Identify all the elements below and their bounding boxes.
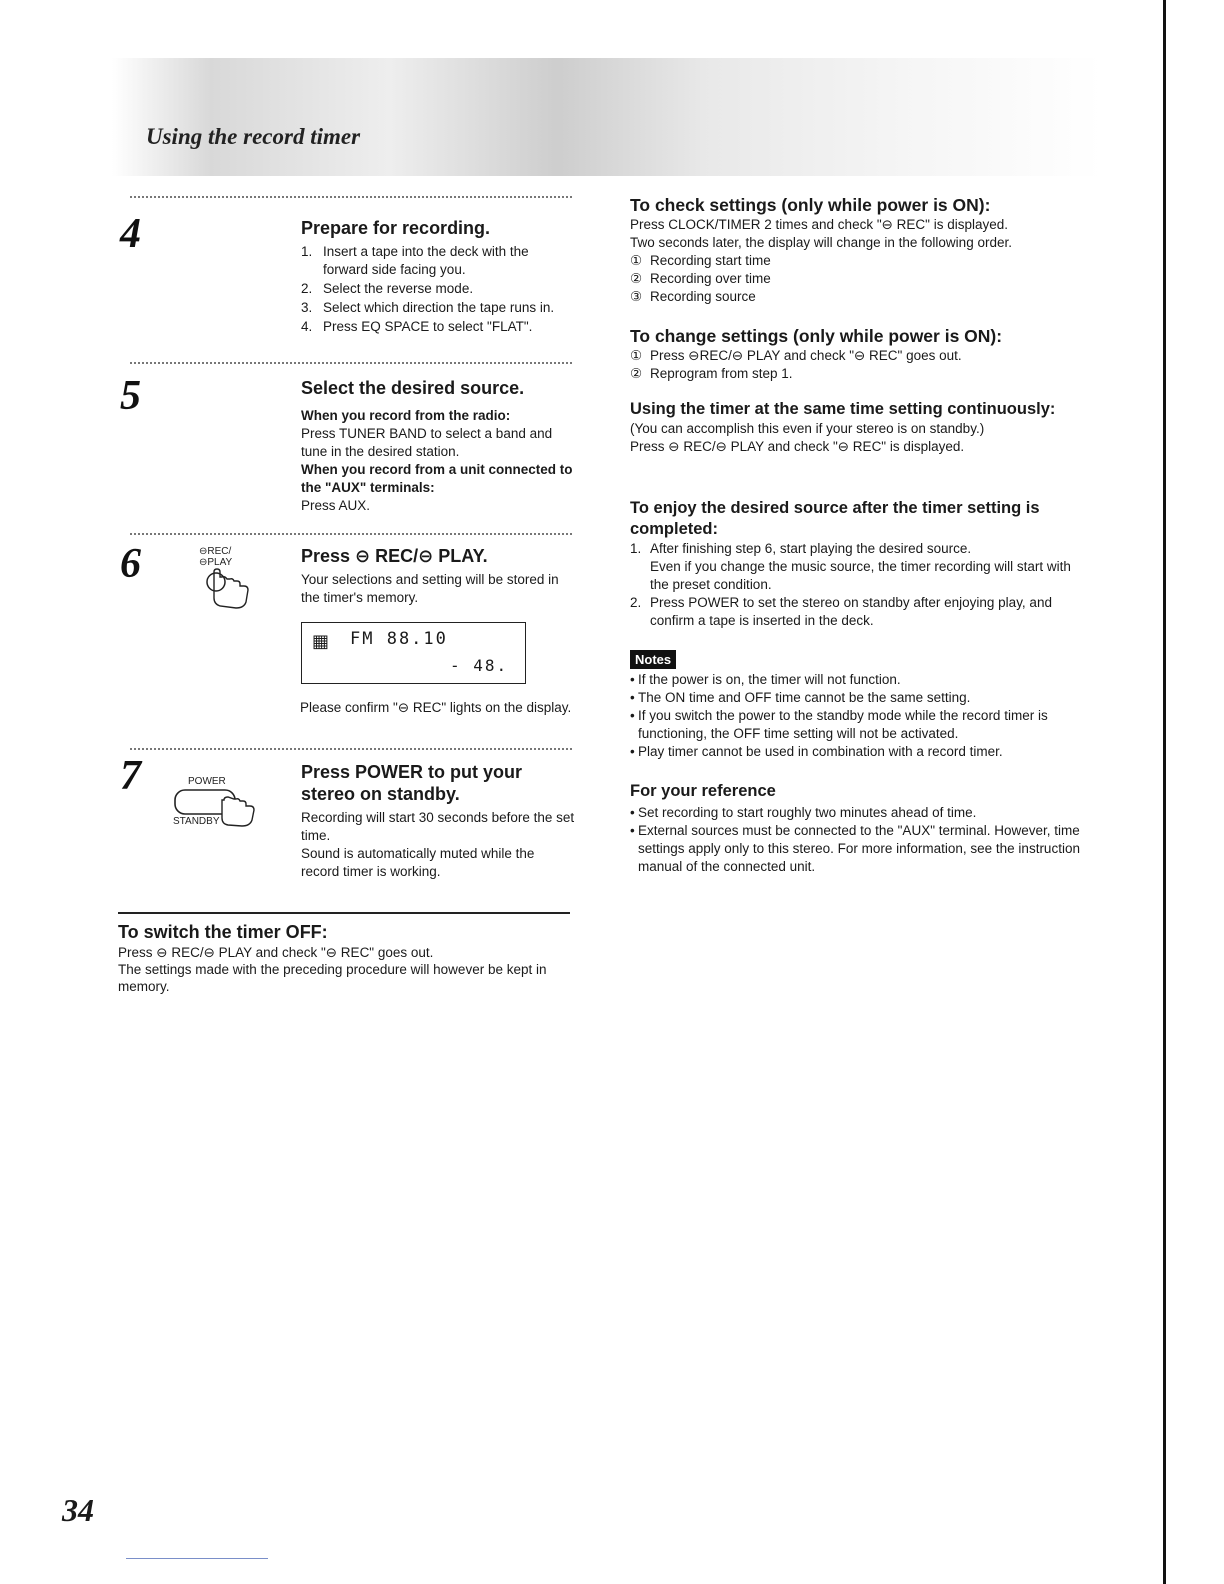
step-number-4: 4	[120, 211, 141, 257]
continuous-line-2: Press ⊖ REC/⊖ PLAY and check "⊖ REC" is displayed.	[630, 439, 965, 454]
step-4-block	[301, 217, 575, 337]
list-item: • The ON time and OFF time cannot be the same setting.	[630, 689, 1080, 707]
reference-list	[630, 804, 1080, 876]
list-item: • Play timer cannot be used in combination with a record timer.	[630, 743, 1080, 761]
step-7-text-2: Sound is automatically muted while the record timer is working.	[301, 846, 535, 879]
list-item: 3. Select which direction the tape runs in.	[301, 300, 555, 315]
page-edge-rule	[1163, 0, 1166, 1584]
confirm-text: Please confirm "⊖ REC" lights on the display.	[300, 700, 572, 715]
list-item: • External sources must be connected to the "AUX" terminal. However, time settings apply only to this stereo. For more information, see the instruction manual of the connected unit.	[630, 822, 1080, 876]
check-settings-line-2: Two seconds later, the display will change in the following order.	[630, 235, 1012, 250]
switch-off-section	[118, 920, 578, 995]
enjoy-section	[630, 498, 1080, 630]
continuous-heading: Using the timer at the same time setting continuously:	[630, 400, 1056, 418]
continuous-section	[630, 399, 1080, 456]
display-frequency: FM 88.10	[350, 629, 448, 649]
step-number-6: 6	[120, 541, 141, 587]
enjoy-list	[630, 540, 1080, 630]
step-6-block	[301, 545, 575, 607]
list-item: • If you switch the power to the standby mode while the record timer is functioning, the OFF time setting will not be activated.	[630, 707, 1080, 743]
aux-text: Press AUX.	[301, 498, 371, 513]
play-button-label: ⊖PLAY	[199, 557, 233, 568]
step-6-title: Press ⊖ REC/⊖ PLAY.	[301, 546, 488, 566]
step-5-block	[301, 377, 575, 515]
change-settings-section	[630, 326, 1080, 383]
list-item: 2. Press POWER to set the stereo on standby after enjoying play, and confirm a tape is inserted in the deck.	[630, 595, 1052, 628]
step-number-5: 5	[120, 373, 141, 419]
check-settings-line-1: Press CLOCK/TIMER 2 times and check "⊖ REC" is displayed.	[630, 217, 1009, 232]
display-volume: - 48.	[450, 656, 509, 675]
check-settings-section	[630, 195, 1080, 306]
list-item: ① Recording start time	[630, 253, 771, 268]
step-7-block	[301, 761, 575, 881]
aux-heading: When you record from a unit connected to the "AUX" terminals:	[301, 462, 573, 495]
enjoy-heading: To enjoy the desired source after the timer setting is completed:	[630, 499, 1040, 538]
list-item: ③ Recording source	[630, 289, 756, 304]
change-settings-heading: To change settings (only while power is ON):	[630, 326, 1003, 346]
dotted-divider	[130, 533, 572, 535]
rec-button-label: ⊖REC/	[199, 546, 232, 557]
hand-press-icon	[200, 568, 262, 612]
check-settings-heading: To check settings (only while power is ON):	[630, 195, 991, 215]
step-7-title: Press POWER to put your stereo on standby.	[301, 762, 523, 804]
list-item: 2. Select the reverse mode.	[301, 281, 474, 296]
list-item: 4. Press EQ SPACE to select "FLAT".	[301, 319, 533, 334]
section-divider	[118, 912, 570, 914]
reference-section	[630, 781, 1080, 876]
page-title: Using the record timer	[146, 124, 361, 149]
step-number-7: 7	[120, 753, 141, 799]
step-4-list	[301, 243, 575, 336]
display-segment-icon: ▦	[312, 631, 330, 651]
list-item: 1. Insert a tape into the deck with the forward side facing you.	[301, 244, 529, 277]
continuous-line-1: (You can accomplish this even if your stereo is on standby.)	[630, 421, 985, 436]
reference-heading: For your reference	[630, 782, 776, 800]
notes-badge: Notes	[630, 650, 676, 669]
step-5-title: Select the desired source.	[301, 378, 525, 398]
dotted-divider	[130, 196, 572, 198]
footer-rule	[126, 1558, 268, 1559]
switch-off-line-1: Press ⊖ REC/⊖ PLAY and check "⊖ REC" goes out.	[118, 945, 434, 960]
change-settings-list	[630, 347, 1080, 383]
dotted-divider	[130, 748, 572, 750]
radio-text: Press TUNER BAND to select a band and tune in the desired station.	[301, 426, 553, 459]
list-item: 1. After finishing step 6, start playing the desired source. Even if you change the music source, the timer recording will start with the preset condition.	[630, 541, 1071, 592]
step-4-title: Prepare for recording.	[301, 218, 491, 238]
radio-heading: When you record from the radio:	[301, 408, 511, 423]
check-settings-list	[630, 252, 1080, 306]
step-6-text: Your selections and setting will be stored in the timer's memory.	[301, 572, 559, 605]
power-button-label: POWER	[188, 776, 226, 787]
notes-section	[630, 650, 1080, 761]
switch-off-heading: To switch the timer OFF:	[118, 922, 328, 942]
lcd-display	[301, 622, 526, 684]
header-banner	[112, 58, 1102, 176]
list-item: ① Press ⊖REC/⊖ PLAY and check "⊖ REC" goes out.	[630, 348, 962, 363]
standby-button-label: STANDBY	[173, 816, 220, 827]
notes-list	[630, 671, 1080, 761]
list-item: ② Recording over time	[630, 271, 771, 286]
dotted-divider	[130, 362, 572, 364]
list-item: • If the power is on, the timer will not function.	[630, 671, 1080, 689]
switch-off-line-2: The settings made with the preceding procedure will however be kept in memory.	[118, 962, 547, 994]
list-item: ② Reprogram from step 1.	[630, 366, 793, 381]
list-item: • Set recording to start roughly two minutes ahead of time.	[630, 804, 1080, 822]
page-number: 34	[62, 1492, 94, 1528]
step-7-text-1: Recording will start 30 seconds before the set time.	[301, 810, 575, 843]
